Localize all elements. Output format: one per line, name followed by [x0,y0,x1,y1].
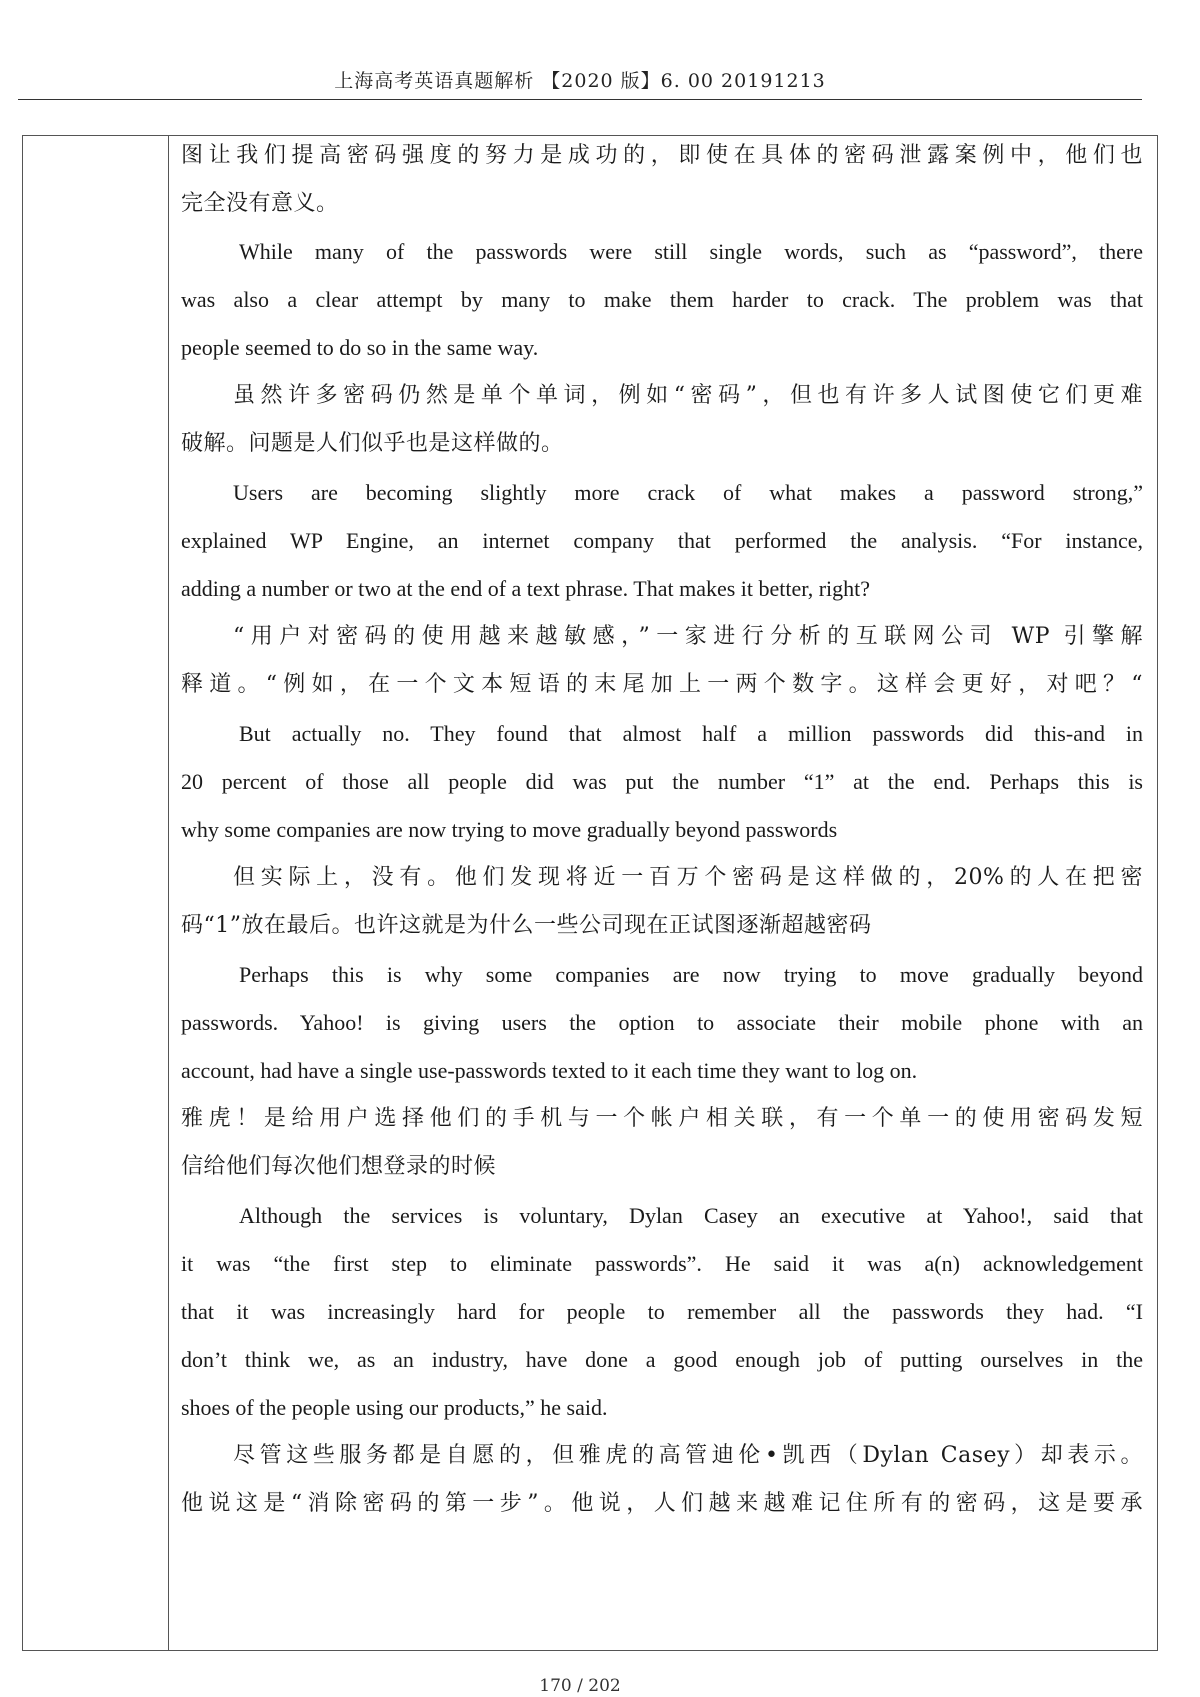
text-line: 20 percent of those all people did was put the number “1” at the end. Perhaps this is [181,769,1143,794]
text-line: While many of the passwords were still single words, such as “password”, there [239,239,1143,264]
text-line: 完全没有意义。 [181,191,339,216]
text-line: “用户对密码的使用越来越敏感，”一家进行分析的互联网公司 WP 引擎解 [233,624,1143,649]
text-line: adding a number or two at the end of a text phrase. That makes it better, right? [181,576,871,601]
text-line: that it was increasingly hard for people to remember all the passwords they had. “I [181,1299,1143,1324]
text-line: Perhaps this is why some companies are now trying to move gradually beyond [239,962,1143,987]
text-line: people seemed to do so in the same way. [181,335,539,360]
text-line: explained WP Engine, an internet company that performed the analysis. “For instance, [181,528,1143,553]
text-line: 码“1”放在最后。也许这就是为什么一些公司现在正试图逐渐超越密码 [181,913,872,938]
text-line: Users are becoming slightly more crack of what makes a password strong,” [233,480,1143,505]
text-line: shoes of the people using our products,” he said. [181,1395,608,1420]
text-line: 他说这是“消除密码的第一步”。他说，人们越来越难记住所有的密码，这是要承 [181,1491,1143,1516]
text-line: 释道。“例如，在一个文本短语的末尾加上一两个数字。这样会更好，对吧？“ [181,672,1143,697]
text-line: Although the services is voluntary, Dylan Casey an executive at Yahoo!, said that [239,1203,1143,1228]
page-number: 170 / 202 [539,1676,621,1696]
text-line: 尽管这些服务都是自愿的，但雅虎的高管迪伦•凯西（Dylan Casey）却表示。 [233,1443,1143,1468]
table-frame [22,135,1158,1651]
text-line: was also a clear attempt by many to make them harder to crack. The problem was that [181,287,1143,312]
text-line: But actually no. They found that almost half a million passwords did this-and in [239,721,1143,746]
text-line: 信给他们每次他们想登录的时候 [181,1154,497,1179]
table-left-column [23,136,169,1650]
text-line: 虽然许多密码仍然是单个单词，例如“密码”，但也有许多人试图使它们更难 [233,383,1143,408]
page-header: 上海高考英语真题解析 【2020 版】6. 00 20191213 [334,70,826,92]
header-rule [18,99,1142,100]
text-line: 但实际上，没有。他们发现将近一百万个密码是这样做的，20%的人在把密 [233,865,1143,890]
text-line: passwords. Yahoo! is giving users the option to associate their mobile phone with an [181,1010,1143,1035]
text-line: don’t think we, as an industry, have done a good enough job of putting ourselves in the [181,1347,1143,1372]
text-line: 雅虎！是给用户选择他们的手机与一个帐户相关联，有一个单一的使用密码发短 [181,1106,1143,1131]
text-line: 破解。问题是人们似乎也是这样做的。 [181,431,564,456]
text-line: 图让我们提高密码强度的努力是成功的，即使在具体的密码泄露案例中，他们也 [181,143,1143,168]
text-line: why some companies are now trying to move gradually beyond passwords [181,817,838,842]
text-line: it was “the first step to eliminate passwords”. He said it was a(n) acknowledgement [181,1251,1143,1276]
table-content-cell [181,136,1143,1650]
text-line: account, had have a single use-passwords texted to it each time they want to log on. [181,1058,918,1083]
